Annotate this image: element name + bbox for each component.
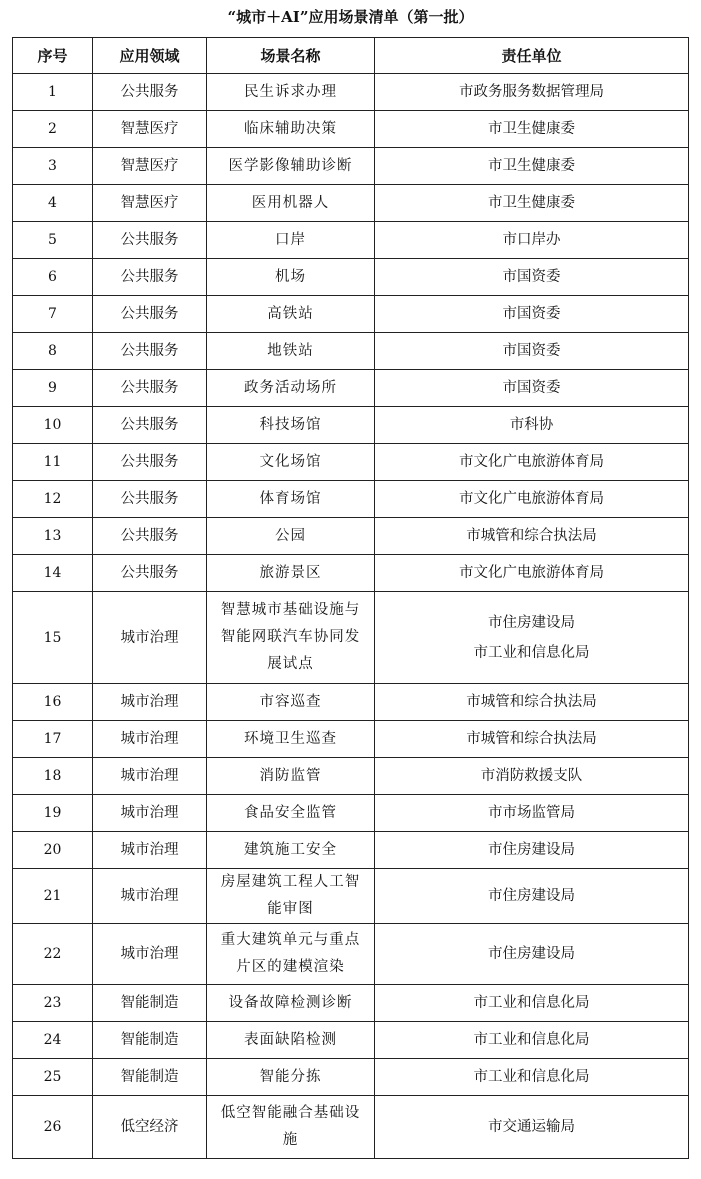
cell-scene	[207, 555, 375, 592]
cell-no: 9	[13, 370, 93, 407]
cell-unit	[375, 518, 689, 555]
cell-no: 20	[13, 832, 93, 869]
cell-scene	[207, 296, 375, 333]
unit-name: 市国资委	[502, 306, 561, 322]
cell-unit	[375, 832, 689, 869]
cell-unit	[375, 684, 689, 721]
table-row	[13, 481, 689, 518]
cell-field: 公共服务	[93, 74, 207, 111]
unit-name: 市卫生健康委	[488, 121, 575, 137]
cell-unit	[375, 985, 689, 1022]
cell-field: 城市治理	[93, 832, 207, 869]
scene-name: 医用机器人	[251, 194, 330, 211]
cell-no: 10	[13, 407, 93, 444]
unit-name: 市文化广电旅游体育局	[459, 565, 604, 581]
cell-no: 25	[13, 1059, 93, 1096]
cell-unit	[375, 1022, 689, 1059]
scene-name: 政务活动场所	[244, 379, 337, 396]
cell-no: 22	[13, 924, 93, 985]
cell-field: 公共服务	[93, 259, 207, 296]
scenario-table	[12, 37, 689, 1159]
scene-name: 公园	[275, 527, 306, 544]
cell-scene	[207, 721, 375, 758]
table-row	[13, 1059, 689, 1096]
scene-name: 智慧城市基础设施与智能网联汽车协同发展试点	[220, 602, 361, 672]
cell-field: 公共服务	[93, 222, 207, 259]
unit-name-secondary: 市工业和信息化局	[473, 644, 590, 661]
cell-scene	[207, 1022, 375, 1059]
cell-no: 5	[13, 222, 93, 259]
table-row	[13, 758, 689, 795]
scene-name: 口岸	[275, 231, 306, 248]
unit-name: 市工业和信息化局	[473, 1032, 590, 1048]
cell-field: 公共服务	[93, 296, 207, 333]
cell-no: 16	[13, 684, 93, 721]
unit-name: 市国资委	[502, 343, 561, 359]
cell-no: 23	[13, 985, 93, 1022]
table-row	[13, 721, 689, 758]
table-row	[13, 924, 689, 985]
table-body	[13, 74, 689, 1159]
scene-name: 科技场馆	[259, 416, 322, 433]
cell-field: 智慧医疗	[93, 111, 207, 148]
cell-scene	[207, 222, 375, 259]
cell-scene	[207, 985, 375, 1022]
unit-name: 市住房建设局	[488, 888, 575, 904]
cell-scene	[207, 832, 375, 869]
unit-name: 市政务服务数据管理局	[459, 84, 604, 100]
unit-name: 市口岸办	[502, 232, 561, 248]
cell-no: 1	[13, 74, 93, 111]
scene-name: 机场	[275, 268, 306, 285]
table-row	[13, 985, 689, 1022]
cell-no: 8	[13, 333, 93, 370]
cell-unit	[375, 1096, 689, 1159]
cell-scene	[207, 370, 375, 407]
cell-field: 公共服务	[93, 555, 207, 592]
cell-no: 4	[13, 185, 93, 222]
cell-field: 公共服务	[93, 407, 207, 444]
cell-field: 城市治理	[93, 684, 207, 721]
scene-name: 医学影像辅助诊断	[228, 157, 353, 174]
cell-no: 6	[13, 259, 93, 296]
cell-scene	[207, 111, 375, 148]
cell-field: 智慧医疗	[93, 148, 207, 185]
cell-unit	[375, 185, 689, 222]
cell-scene	[207, 1096, 375, 1159]
cell-unit	[375, 795, 689, 832]
cell-field: 公共服务	[93, 333, 207, 370]
unit-name: 市文化广电旅游体育局	[459, 454, 604, 470]
cell-scene	[207, 684, 375, 721]
table-row	[13, 185, 689, 222]
cell-scene	[207, 444, 375, 481]
cell-scene	[207, 333, 375, 370]
unit-name: 市住房建设局	[488, 946, 575, 962]
scene-name: 旅游景区	[259, 564, 322, 581]
cell-field: 公共服务	[93, 370, 207, 407]
cell-unit	[375, 333, 689, 370]
header-field: 应用领域	[93, 38, 207, 74]
unit-name: 市城管和综合执法局	[466, 528, 597, 544]
cell-scene	[207, 592, 375, 684]
cell-field: 城市治理	[93, 758, 207, 795]
cell-unit	[375, 74, 689, 111]
cell-unit	[375, 924, 689, 985]
unit-name: 市城管和综合执法局	[466, 731, 597, 747]
table-row	[13, 1022, 689, 1059]
cell-unit	[375, 111, 689, 148]
cell-unit	[375, 555, 689, 592]
cell-no: 12	[13, 481, 93, 518]
cell-unit	[375, 148, 689, 185]
table-row	[13, 296, 689, 333]
unit-name: 市城管和综合执法局	[466, 694, 597, 710]
cell-unit	[375, 296, 689, 333]
cell-no: 21	[13, 869, 93, 924]
cell-field: 智慧医疗	[93, 185, 207, 222]
scene-name: 民生诉求办理	[244, 83, 337, 100]
cell-scene	[207, 74, 375, 111]
table-row	[13, 259, 689, 296]
cell-unit	[375, 370, 689, 407]
table-row	[13, 1096, 689, 1159]
scene-name: 消防监管	[259, 767, 322, 784]
table-row	[13, 684, 689, 721]
scene-name: 建筑施工安全	[244, 841, 337, 858]
scene-name: 重大建筑单元与重点片区的建模渲染	[220, 932, 361, 975]
cell-field: 城市治理	[93, 795, 207, 832]
scene-name: 食品安全监管	[244, 804, 337, 821]
table-row	[13, 518, 689, 555]
cell-no: 13	[13, 518, 93, 555]
cell-scene	[207, 518, 375, 555]
header-no: 序号	[13, 38, 93, 74]
unit-name: 市国资委	[502, 269, 561, 285]
cell-no: 14	[13, 555, 93, 592]
table-row	[13, 148, 689, 185]
cell-field: 低空经济	[93, 1096, 207, 1159]
unit-name: 市交通运输局	[488, 1119, 575, 1135]
cell-field: 智能制造	[93, 985, 207, 1022]
unit-name: 市住房建设局	[488, 842, 575, 858]
scene-name: 表面缺陷检测	[244, 1031, 337, 1048]
table-row	[13, 869, 689, 924]
table-header-row	[13, 38, 689, 74]
cell-scene	[207, 148, 375, 185]
scene-name: 体育场馆	[259, 490, 322, 507]
cell-field: 智能制造	[93, 1059, 207, 1096]
cell-scene	[207, 407, 375, 444]
cell-no: 2	[13, 111, 93, 148]
table-row	[13, 832, 689, 869]
cell-no: 24	[13, 1022, 93, 1059]
cell-unit	[375, 222, 689, 259]
cell-scene	[207, 924, 375, 985]
cell-scene	[207, 758, 375, 795]
cell-no: 17	[13, 721, 93, 758]
cell-unit	[375, 444, 689, 481]
table-row	[13, 444, 689, 481]
cell-field: 公共服务	[93, 518, 207, 555]
cell-no: 3	[13, 148, 93, 185]
cell-unit	[375, 721, 689, 758]
cell-scene	[207, 869, 375, 924]
table-row	[13, 407, 689, 444]
table-row	[13, 333, 689, 370]
cell-field: 城市治理	[93, 924, 207, 985]
cell-scene	[207, 481, 375, 518]
unit-name: 市卫生健康委	[488, 158, 575, 174]
cell-field: 城市治理	[93, 869, 207, 924]
cell-field: 城市治理	[93, 592, 207, 684]
cell-unit	[375, 592, 689, 684]
unit-name: 市文化广电旅游体育局	[459, 491, 604, 507]
cell-no: 7	[13, 296, 93, 333]
scene-name: 高铁站	[267, 305, 314, 322]
unit-name: 市住房建设局	[488, 614, 575, 631]
scene-name: 临床辅助决策	[244, 120, 337, 137]
header-scene: 场景名称	[207, 38, 375, 74]
unit-name: 市卫生健康委	[488, 195, 575, 211]
unit-name: 市消防救援支队	[480, 768, 583, 784]
unit-name: 市市场监管局	[488, 805, 575, 821]
cell-unit	[375, 1059, 689, 1096]
cell-field: 智能制造	[93, 1022, 207, 1059]
cell-no: 15	[13, 592, 93, 684]
table-row	[13, 111, 689, 148]
unit-name: 市科协	[509, 417, 554, 433]
scene-name: 设备故障检测诊断	[228, 994, 353, 1011]
table-row	[13, 74, 689, 111]
cell-no: 26	[13, 1096, 93, 1159]
cell-unit	[375, 259, 689, 296]
scene-name: 智能分拣	[259, 1068, 322, 1085]
unit-name: 市国资委	[502, 380, 561, 396]
cell-field: 公共服务	[93, 444, 207, 481]
cell-field: 公共服务	[93, 481, 207, 518]
cell-unit	[375, 869, 689, 924]
cell-scene	[207, 185, 375, 222]
cell-no: 18	[13, 758, 93, 795]
scene-name: 房屋建筑工程人工智能审图	[220, 874, 361, 917]
unit-name: 市工业和信息化局	[473, 995, 590, 1011]
table-row	[13, 370, 689, 407]
scene-name: 低空智能融合基础设施	[220, 1105, 361, 1148]
cell-scene	[207, 1059, 375, 1096]
scene-name: 地铁站	[267, 342, 314, 359]
table-row	[13, 795, 689, 832]
document-title: “城市＋AI”应用场景清单（第一批）	[227, 8, 474, 26]
cell-no: 19	[13, 795, 93, 832]
cell-field: 城市治理	[93, 721, 207, 758]
cell-unit	[375, 758, 689, 795]
cell-scene	[207, 259, 375, 296]
header-unit: 责任单位	[375, 38, 689, 74]
scene-name: 市容巡查	[259, 693, 322, 710]
cell-no: 11	[13, 444, 93, 481]
cell-unit	[375, 407, 689, 444]
cell-unit	[375, 481, 689, 518]
scene-name: 文化场馆	[259, 453, 322, 470]
cell-scene	[207, 795, 375, 832]
scene-name: 环境卫生巡查	[244, 730, 337, 747]
table-row	[13, 592, 689, 684]
unit-name: 市工业和信息化局	[473, 1069, 590, 1085]
table-row	[13, 222, 689, 259]
table-row	[13, 555, 689, 592]
